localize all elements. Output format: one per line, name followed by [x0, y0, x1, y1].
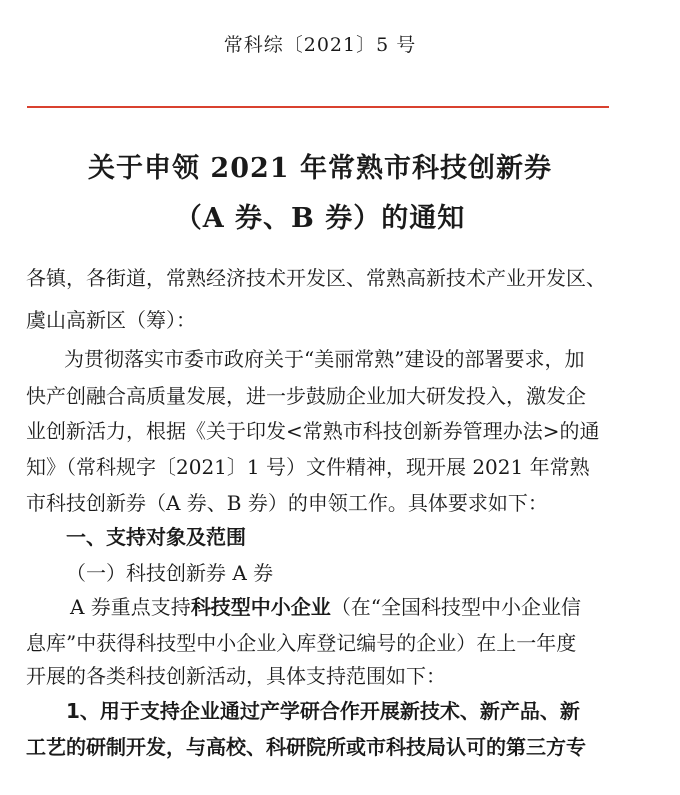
- a-coupon-text-pre: A 券重点支持: [70, 595, 191, 619]
- a-coupon-line-2: 息库”中获得科技型中小企业入库登记编号的企业）在上一年度: [26, 631, 577, 655]
- addressee-line-1: 各镇，各街道，常熟经济技术开发区、常熟高新技术产业开发区、: [26, 266, 606, 290]
- a-coupon-text-post: （在“全国科技型中小企业信: [330, 595, 582, 619]
- intro-line-2: 快产创融合高质量发展，进一步鼓励企业加大研发投入，激发企: [26, 384, 586, 408]
- a-coupon-text-bold: 科技型中小企业: [190, 595, 331, 619]
- subsection-heading: （一）科技创新券 A 券: [66, 561, 274, 585]
- a-coupon-line-3: 开展的各类科技创新活动，具体支持范围如下：: [26, 664, 446, 688]
- item-1-line-2: 工艺的研制开发，与高校、科研院所或市科技局认可的第三方专: [26, 735, 586, 759]
- document-title-line-1: 关于申领 2021 年常熟市科技创新券: [88, 153, 552, 184]
- item-1-line-1: 1、用于支持企业通过产学研合作开展新技术、新产品、新: [66, 699, 580, 723]
- intro-line-4: 知》（常科规字〔2021〕1 号）文件精神，现开展 2021 年常熟: [26, 455, 590, 479]
- intro-line-5: 市科技创新券（A 券、B 券）的申领工作。具体要求如下：: [26, 491, 548, 515]
- section-heading: 一、支持对象及范围: [66, 525, 246, 549]
- intro-line-1: 为贯彻落实市委市政府关于“美丽常熟”建设的部署要求，加: [64, 347, 585, 371]
- addressee-line-2: 虞山高新区（筹）：: [26, 308, 196, 332]
- document-title-line-2: （A 券、B 券）的通知: [174, 203, 466, 234]
- a-coupon-line-1: [70, 592, 581, 622]
- red-header-rule: [27, 106, 609, 108]
- document-number: 常科综〔2021〕5 号: [223, 34, 417, 56]
- intro-line-3: 业创新活力，根据《关于印发<常熟市科技创新券管理办法>的通: [26, 419, 600, 443]
